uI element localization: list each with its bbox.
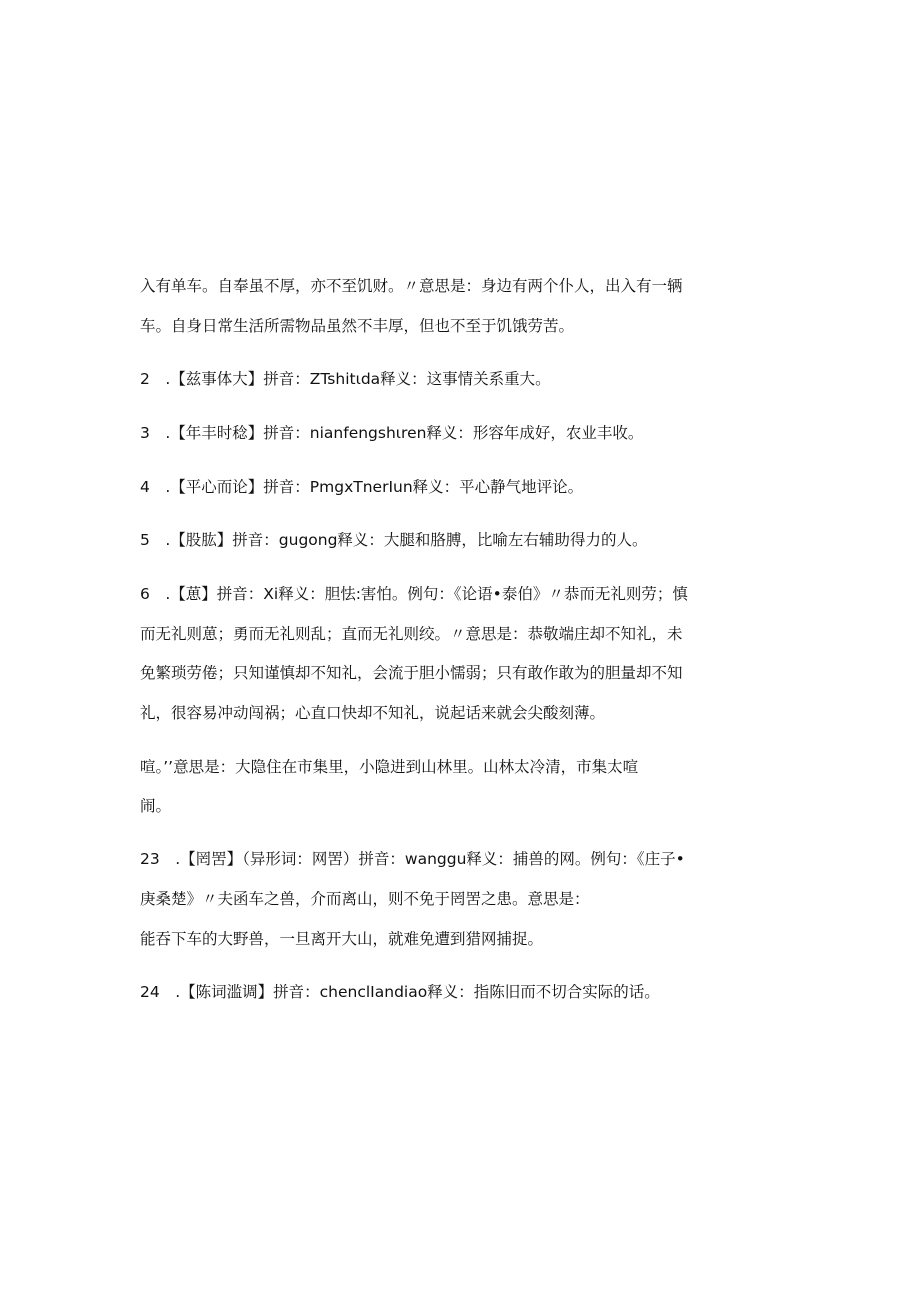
entry-6-line: 礼，很容易冲动闯祸；心直口快却不知礼，说起话来就会尖酸刻薄。	[140, 704, 606, 722]
text-line: 入有单车。自奉虽不厚，亦不至饥财。〃意思是：身边有两个仆人，出入有一辆	[140, 277, 683, 295]
entry-5-line: 5 .【股肱】拼音：gugong释义：大腿和胳膊，比喻左右辅助得力的人。	[140, 531, 648, 549]
entry-4-line: 4 .【平心而论】拼音：PmgxTnerIun释义：平心静气地评论。	[140, 478, 584, 496]
entry-2-line: 2 .【兹事体大】拼音：ZTshitιda释义：这事情关系重大。	[140, 370, 551, 388]
entry-23-line: 庚桑楚》〃夫函车之兽，介而离山，则不免于罔罟之患。意思是：	[140, 890, 590, 908]
entry-24-line: 24 .【陈词滥调】拼音：chenclIandiao释义：指陈旧而不切合实际的话。	[140, 983, 660, 1001]
entry-3-line: 3 .【年丰时稔】拼音：nianfengshιren释义：形容年成好，农业丰收。	[140, 424, 644, 442]
text-line: 车。自身日常生活所需物品虽然不丰厚，但也不至于饥饿劳苦。	[140, 317, 575, 335]
text-line: 喧。’’意思是：大隐住在市集里，小隐进到山林里。山林太冷清，市集太喧	[140, 758, 639, 776]
text-line: 闹。	[140, 797, 172, 815]
entry-6-line: 免繁琐劳倦；只知谨慎却不知礼，会流于胆小懦弱；只有敢作敢为的胆量却不知	[140, 664, 683, 682]
entry-6-line: 而无礼则葸；勇而无礼则乱；直而无礼则绞。〃意思是：恭敬端庄却不知礼，未	[140, 625, 683, 643]
entry-6-line: 6 .【葸】拼音：Xi释义：胆怯:害怕。例句：《论语•泰伯》〃恭而无礼则劳；慎	[140, 585, 688, 603]
entry-23-line: 能吞下车的大野兽，一旦离开大山，就难免遭到猎网捕捉。	[140, 930, 544, 948]
entry-23-line: 23 .【罔罟】（异形词：网罟）拼音：wanggu释义：捕兽的网。例句：《庄子•	[140, 850, 685, 868]
